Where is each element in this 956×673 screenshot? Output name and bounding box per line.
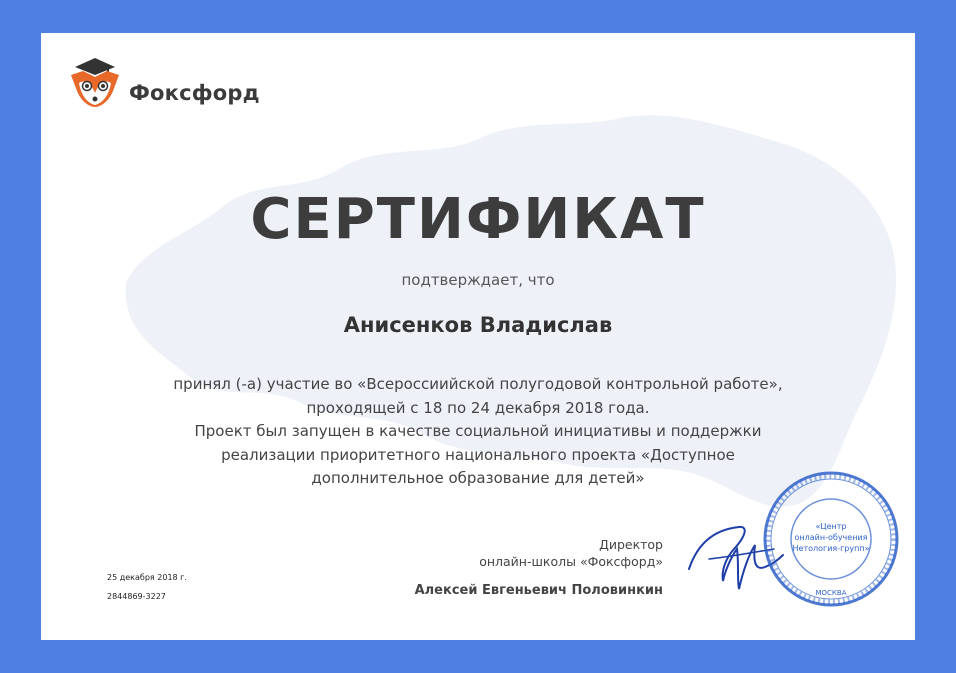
- foxford-logo: [65, 53, 275, 113]
- certificate-sheet: [41, 33, 915, 640]
- stamp-line: онлайн-обучения: [794, 533, 868, 542]
- body-line: реализации приоритетного национального проекта «Доступное: [221, 445, 735, 464]
- stamp-line: Нетология-групп»: [792, 544, 870, 553]
- issue-date: 25 декабря 2018 г.: [107, 573, 187, 582]
- certificate-title: СЕРТИФИКАТ: [250, 187, 706, 252]
- fox-graduate-icon: [65, 53, 123, 111]
- body-line: Проект был запущен в качестве социальной инициативы и поддержки: [194, 422, 762, 440]
- body-line: дополнительное образование для детей»: [311, 469, 645, 487]
- confirms-text: подтверждает, что: [401, 271, 555, 289]
- director-title: Директор: [599, 537, 663, 552]
- stamp-city: МОСКВА: [815, 589, 847, 597]
- director-name: Алексей Евгеньевич Половинкин: [414, 583, 663, 598]
- brand-name: Фоксфорд: [129, 81, 260, 105]
- body-line: проходящей с 18 по 24 декабря 2018 года.: [306, 398, 650, 417]
- official-stamp: [761, 469, 901, 609]
- director-school: онлайн-школы «Фоксфорд»: [479, 554, 663, 569]
- recipient-name: Анисенков Владислав: [343, 313, 613, 337]
- stamp-line: «Центр: [815, 522, 847, 531]
- body-line: принял (-а) участие во «Всероссиийской полугодовой контрольной работе»,: [173, 375, 783, 393]
- certificate-number: 2844869-3227: [107, 592, 166, 601]
- director-role: [479, 536, 663, 570]
- certificate-body: [101, 373, 855, 491]
